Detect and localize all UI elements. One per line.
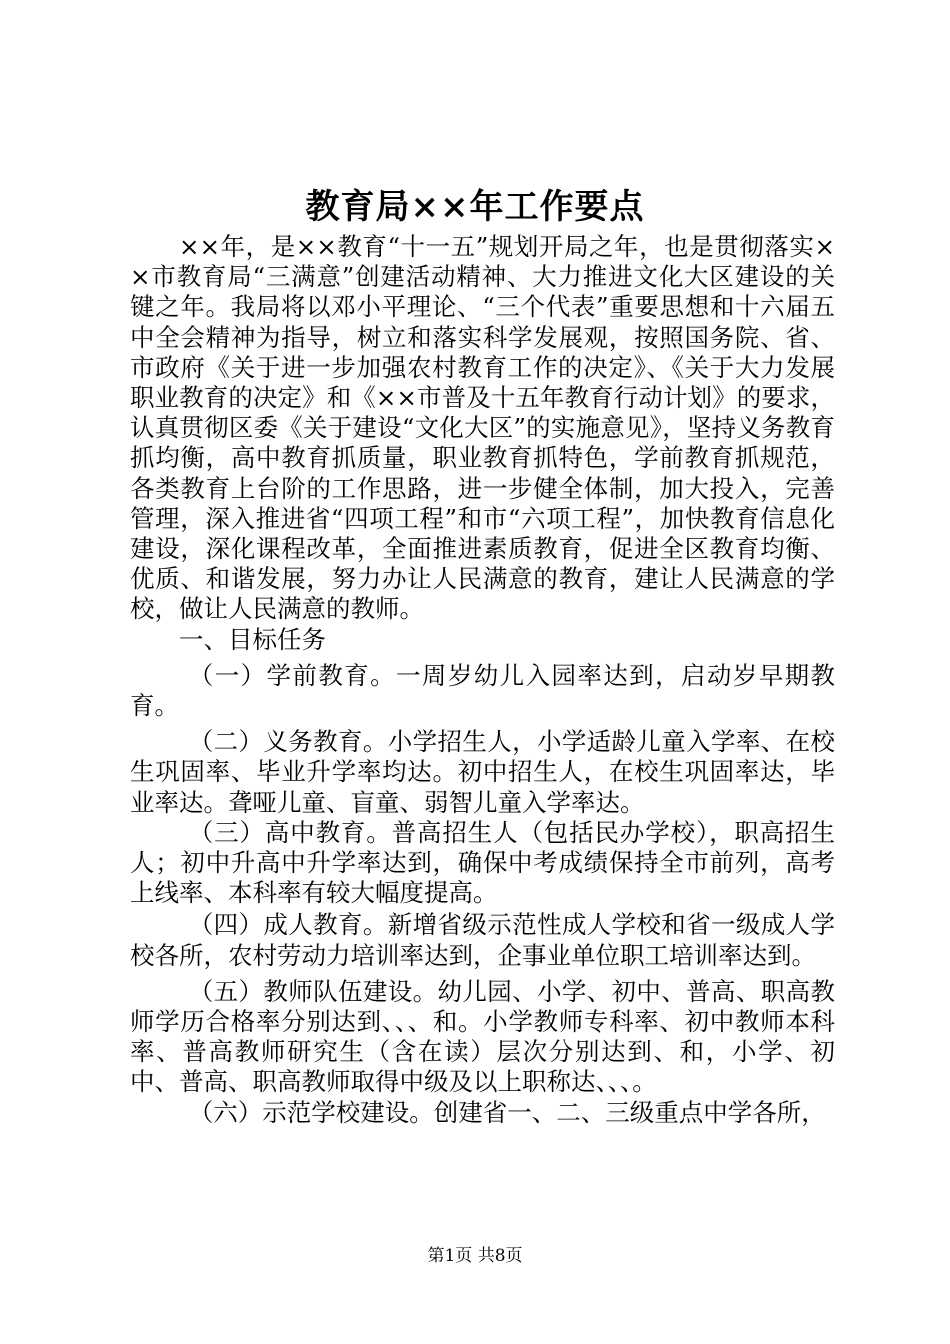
- item-adult-education: （四）成人教育。新增省级示范性成人学校和省一级成人学校各所，农村劳动力培训率达到，企事业单位职工培训率达到。: [130, 910, 835, 970]
- intro-paragraph: ××年，是××教育“十一五”规划开局之年，也是贯彻落实××市教育局“三满意”创建活动精神、大力推进文化大区建设的关键之年。我局将以邓小平理论、“三个代表”重要思想和十六届五中全会精神为指导，树立和落实科学发展观，按照国务院、省、市政府《关于进一步加强农村教育工作的决定》、《关于大力发展职业教育的决定》和《××市普及十五年教育行动计划》的要求，认真贯彻区委《关于建设“文化大区”的实施意见》，坚持义务教育抓均衡，高中教育抓质量，职业教育抓特色，学前教育抓规范，各类教育上台阶的工作思路，进一步健全体制，加大投入，完善管理，深入推进省“四项工程”和市“六项工程”，加快教育信息化建设，深化课程改革，全面推进素质教育，促进全区教育均衡、优质、和谐发展，努力办让人民满意的教育，建让人民满意的学校，做让人民满意的教师。: [130, 232, 835, 624]
- item-teacher-team: （五）教师队伍建设。幼儿园、小学、初中、普高、职高教师学历合格率分别达到、、、和。小学教师专科率、初中教师本科率、普高教师研究生（含在读）层次分别达到、和，小学、初中、普高、职高教师取得中级及以上职称达、、、。: [130, 976, 835, 1097]
- item-compulsory: （二）义务教育。小学招生人，小学适龄儿童入学率、在校生巩固率、毕业升学率均达。初中招生人，在校生巩固率达，毕业率达。聋哑儿童、盲童、弱智儿童入学率达。: [130, 727, 835, 817]
- item-high-school: （三）高中教育。普高招生人（包括民办学校），职高招生人；初中升高中升学率达到，确保中考成绩保持全市前列，高考上线率、本科率有较大幅度提高。: [130, 817, 835, 908]
- document-title: 教育局××年工作要点: [305, 187, 645, 227]
- document-body: [130, 232, 835, 1128]
- item-preschool: （一）学前教育。一周岁幼儿入园率达到，启动岁早期教育。: [130, 660, 835, 721]
- page-footer: 第1页 共8页: [427, 1246, 523, 1266]
- section-heading: 一、目标任务: [179, 624, 326, 654]
- item-model-school: （六）示范学校建设。创建省一、二、三级重点中学各所，: [188, 1097, 826, 1127]
